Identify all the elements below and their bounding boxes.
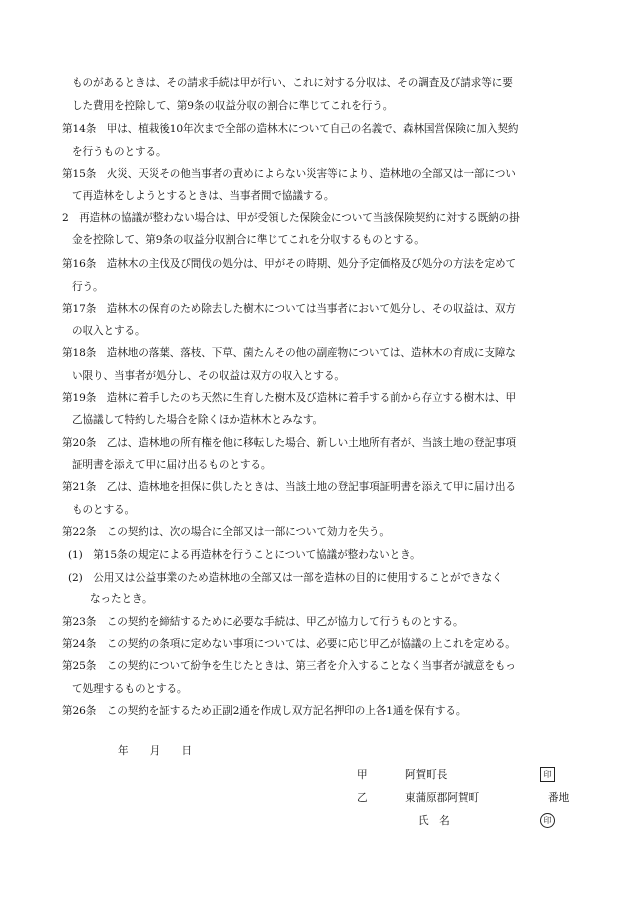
article-25: 第25条 この契約について紛争を生じたときは、第三者を介入することなく当事者が誠意をもっ bbox=[62, 660, 516, 672]
article-15-para-2: 2 再造林の協議が整わない場合は、甲が受領した保険金について当該保険契約に対する既納の掛 bbox=[62, 212, 520, 224]
article-24: 第24条 この契約の条項に定めない事項については、必要に応じ甲乙が協議の上これを定める。 bbox=[62, 638, 516, 650]
party-a-label: 甲 bbox=[357, 769, 368, 781]
article-22-item-2: (2) 公用又は公益事業のため造林地の全部又は一部を造林の目的に使用することができなく bbox=[68, 572, 503, 584]
contract-line: 証明書を添えて甲に届け出るものとする。 bbox=[72, 459, 272, 471]
article-18: 第18条 造林地の落葉、落枝、下草、菌たんその他の副産物については、造林木の育成に支障な bbox=[62, 347, 516, 359]
article-26: 第26条 この契約を証するため正副2通を作成し双方記名押印の上各1通を保有する。 bbox=[62, 705, 467, 717]
contract-line: を行うものとする。 bbox=[72, 146, 167, 158]
contract-line: て処理するものとする。 bbox=[72, 683, 188, 695]
contract-line: ものとする。 bbox=[72, 504, 135, 516]
contract-line: なったとき。 bbox=[90, 593, 153, 605]
article-14: 第14条 甲は、植栽後10年次まで全部の造林木について自己の名義で、森林国営保険に加入契約 bbox=[62, 123, 519, 135]
signature-date: 年 月 日 bbox=[118, 745, 193, 757]
article-19: 第19条 造林に着手したのち天然に生育した樹木及び造林に着手する前から存立する樹木は、甲 bbox=[62, 392, 517, 404]
party-b-address: 東蒲原郡阿賀町 bbox=[405, 792, 480, 804]
article-17: 第17条 造林木の保育のため除去した樹木については当事者において処分し、その収益は、双方 bbox=[62, 303, 516, 315]
contract-line: て再造林をしようとするときは、当事者間で協議する。 bbox=[72, 190, 335, 202]
contract-line: 行う。 bbox=[72, 281, 104, 293]
contract-line: した費用を控除して、第9条の収益分収の割合に準じてこれを行う。 bbox=[72, 100, 394, 112]
contract-line: い限り、当事者が処分し、その収益は双方の収入とする。 bbox=[72, 370, 345, 382]
article-22-item-1: (1) 第15条の規定による再造林を行うことについて協議が整わないとき。 bbox=[68, 549, 421, 561]
party-b-label: 乙 bbox=[357, 792, 368, 804]
article-16: 第16条 造林木の主伐及び間伐の処分は、甲がその時期、処分予定価格及び処分の方法を定めて bbox=[62, 258, 517, 270]
article-20: 第20条 乙は、造林地の所有権を他に移転した場合、新しい土地所有者が、当該土地の登記事項 bbox=[62, 437, 517, 449]
party-b-name-label: 氏 名 bbox=[418, 815, 450, 827]
article-22: 第22条 この契約は、次の場合に全部又は一部について効力を失う。 bbox=[62, 526, 390, 538]
contract-line: 乙協議して特約した場合を除くほか造林木とみなす。 bbox=[72, 414, 324, 426]
article-15: 第15条 火災、天災その他当事者の責めによらない災害等により、造林地の全部又は一部につい bbox=[62, 168, 516, 180]
contract-line: ものがあるときは、その請求手続は甲が行い、これに対する分収は、その調査及び請求等に要 bbox=[72, 77, 513, 89]
party-a-name: 阿賀町長 bbox=[405, 769, 448, 781]
seal-stamp-icon: 印 bbox=[540, 767, 555, 782]
seal-stamp-icon: 印 bbox=[540, 813, 555, 828]
article-23: 第23条 この契約を締結するために必要な手続は、甲乙が協力して行うものとする。 bbox=[62, 616, 464, 628]
article-21: 第21条 乙は、造林地を担保に供したときは、当該土地の登記事項証明書を添えて甲に届け出る bbox=[62, 481, 517, 493]
party-b-banchi: 番地 bbox=[548, 792, 570, 804]
contract-line: の収入とする。 bbox=[72, 325, 146, 337]
contract-line: 金を控除して、第9条の収益分収割合に準じてこれを分収するものとする。 bbox=[72, 234, 425, 246]
